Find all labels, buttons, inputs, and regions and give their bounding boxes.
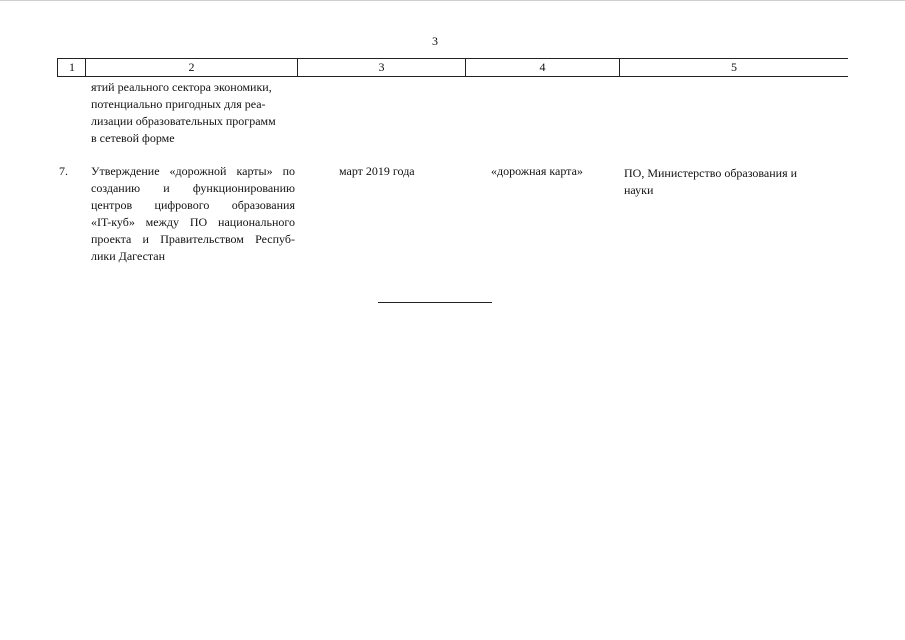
text-line: созданию и функционированию	[91, 181, 295, 195]
row-number: 7.	[59, 164, 68, 178]
table-header-row	[57, 58, 848, 77]
end-divider-line	[378, 302, 492, 303]
text-line: науки	[624, 183, 654, 197]
text-line: лизации образовательных программ	[91, 114, 276, 128]
page-number: 3	[432, 34, 438, 48]
header-cell-1: 1	[57, 59, 86, 76]
text-line: ятий реального сектора экономики,	[91, 80, 272, 94]
row-description	[91, 163, 295, 265]
row-deadline: март 2019 года	[339, 164, 415, 178]
text-line: потенциально пригодных для реа-	[91, 97, 266, 111]
text-line: лики Дагестан	[91, 249, 166, 263]
header-cell-4: 4	[539, 60, 546, 74]
text-line: Утверждение «дорожной карты» по	[91, 164, 295, 178]
header-cell-5: 5	[731, 60, 737, 74]
text-line: в сетевой форме	[91, 131, 175, 145]
text-line: «IT-куб» между ПО национального	[91, 215, 295, 229]
row-result: «дорожная карта»	[491, 164, 583, 178]
page-top-edge	[0, 0, 905, 1]
text-line: центров цифрового образования	[91, 198, 295, 212]
text-line: проекта и Правительством Респуб-	[91, 232, 295, 246]
header-cell-2: 2	[188, 60, 195, 74]
row-responsible	[624, 165, 839, 199]
header-cell-3: 3	[378, 60, 385, 74]
continued-row-description	[91, 79, 295, 147]
text-line: ПО, Министерство образования и	[624, 166, 798, 180]
